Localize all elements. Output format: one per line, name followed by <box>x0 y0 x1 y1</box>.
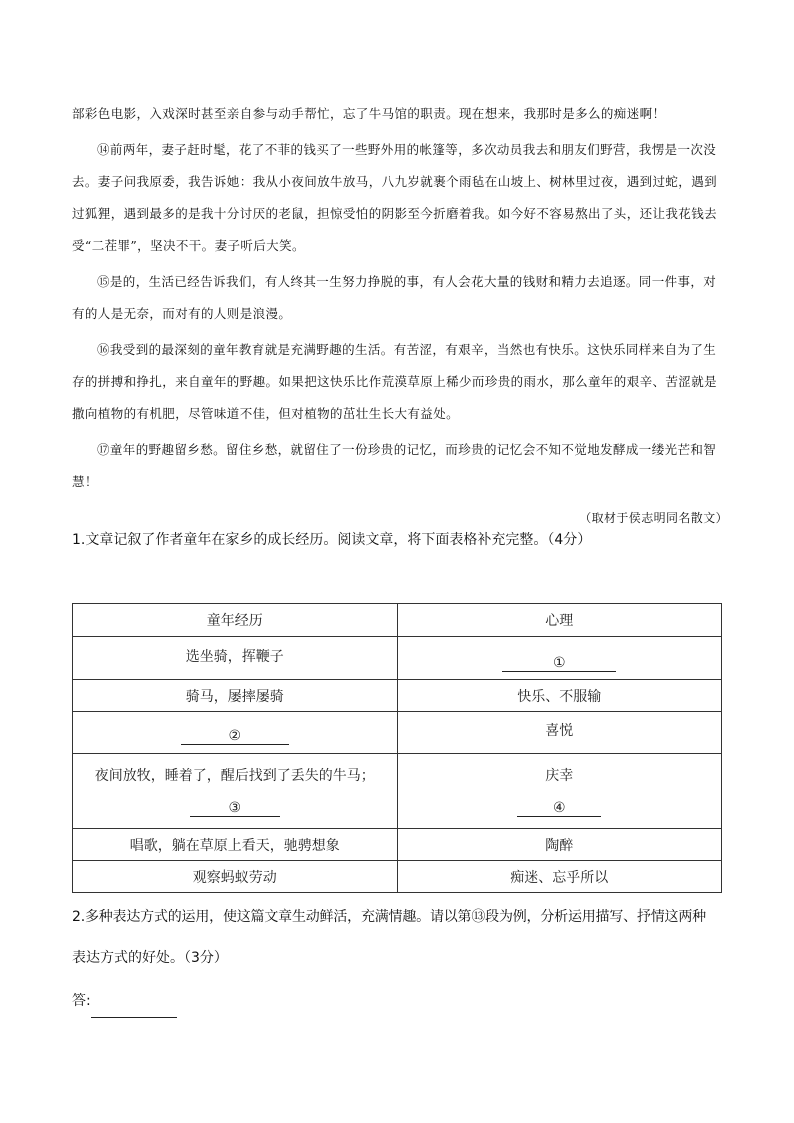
experience-table <box>72 603 722 893</box>
question-1: 1.文章记叙了作者童年在家乡的成长经历。阅读文章，将下面表格补充完整。（4分） <box>72 532 592 548</box>
table-cell-experience <box>73 754 398 829</box>
table-cell-experience <box>73 712 398 754</box>
table-cell-experience: 观察蚂蚁劳动 <box>73 861 398 893</box>
passage-source: （取材于侯志明同名散文） <box>579 511 728 525</box>
paragraph-17: ⑰童年的野趣留乡愁。留住乡愁，就留住了一份珍贵的记忆，而珍贵的记忆会不知不觉地发酵成一缕光芒和智慧！ <box>72 442 717 489</box>
table-cell-experience: 骑马，屡摔屡骑 <box>73 680 398 712</box>
answer-blank-3[interactable]: ③ <box>190 800 280 817</box>
paragraph-14: ⑭前两年，妻子赶时髦，花了不菲的钱买了一些野外用的帐篷等，多次动员我去和朋友们野营，我愣是一次没去。妻子问我原委，我告诉她：我从小夜间放牛放马，八九岁就裹个雨毡在山坡上、树林里过夜，遇到过蛇，遇到过狐狸，遇到最多的是我十分讨厌的老鼠，担惊受怕的阴影至今折磨着我。如今好不容易熬出了头，还让我花钱去受“二茬罪”，坚决不干。妻子听后大笑。 <box>72 142 718 253</box>
table-row <box>73 861 722 893</box>
answer-line[interactable] <box>91 1001 177 1018</box>
table-header-row <box>73 604 722 637</box>
question-2-line-2: 表达方式的好处。（3分） <box>72 950 228 966</box>
table-cell-mood <box>397 754 722 829</box>
answer-label: 答: <box>72 993 91 1009</box>
cell-text: 选坐骑，挥鞭子 <box>185 649 284 665</box>
table-cell-experience <box>73 637 398 680</box>
table-cell-mood: 痴迷、忘乎所以 <box>397 861 722 893</box>
table-header-experience: 童年经历 <box>73 604 398 637</box>
answer-blank-4[interactable]: ④ <box>517 800 601 817</box>
answer-blank-1[interactable]: ① <box>502 655 616 672</box>
table-cell-mood: 陶醉 <box>397 829 722 861</box>
paragraph-continued: 部彩色电影，入戏深时甚至亲自参与动手帮忙，忘了牛马馆的职责。现在想来，我那时是多么的痴迷啊！ <box>72 106 666 121</box>
answer-row <box>72 984 732 1018</box>
passage <box>72 98 728 534</box>
paragraph-15: ⑮是的，生活已经告诉我们，有人终其一生努力挣脱的事，有人会花大量的钱财和精力去追逐。同一件事，对有的人是无奈，而对有的人则是浪漫。 <box>72 274 717 321</box>
answer-blank-2[interactable]: ② <box>181 728 289 745</box>
cell-text: 喜悦 <box>545 723 574 739</box>
table-cell-mood <box>397 712 722 754</box>
table-cell-experience: 唱歌，躺在草原上看天，驰骋想象 <box>73 829 398 861</box>
table-row <box>73 829 722 861</box>
table-header-mood: 心理 <box>397 604 722 637</box>
question-2-line-1: 2.多种表达方式的运用，使这篇文章生动鲜活，充满情趣。请以第⑬段为例，分析运用描写、抒情这两种 <box>72 909 706 925</box>
table-row <box>73 712 722 754</box>
table-cell-mood: 快乐、不服输 <box>397 680 722 712</box>
paragraph-16: ⑯我受到的最深刻的童年教育就是充满野趣的生活。有苦涩，有艰辛，当然也有快乐。这快乐同样来自为了生存的拼搏和挣扎，来自童年的野趣。如果把这快乐比作荒漠草原上稀少而珍贵的雨水，那么童年的艰辛、苦涩就是撒向植物的有机肥，尽管味道不佳，但对植物的茁壮生长大有益处。 <box>72 342 718 421</box>
table-row <box>73 680 722 712</box>
cell-text: 夜间放牧，睡着了，醒后找到了丢失的牛马； <box>94 767 375 784</box>
table-cell-mood <box>397 637 722 680</box>
cell-text: 庆幸 <box>545 767 574 784</box>
table-row <box>73 637 722 680</box>
table-row <box>73 754 722 829</box>
